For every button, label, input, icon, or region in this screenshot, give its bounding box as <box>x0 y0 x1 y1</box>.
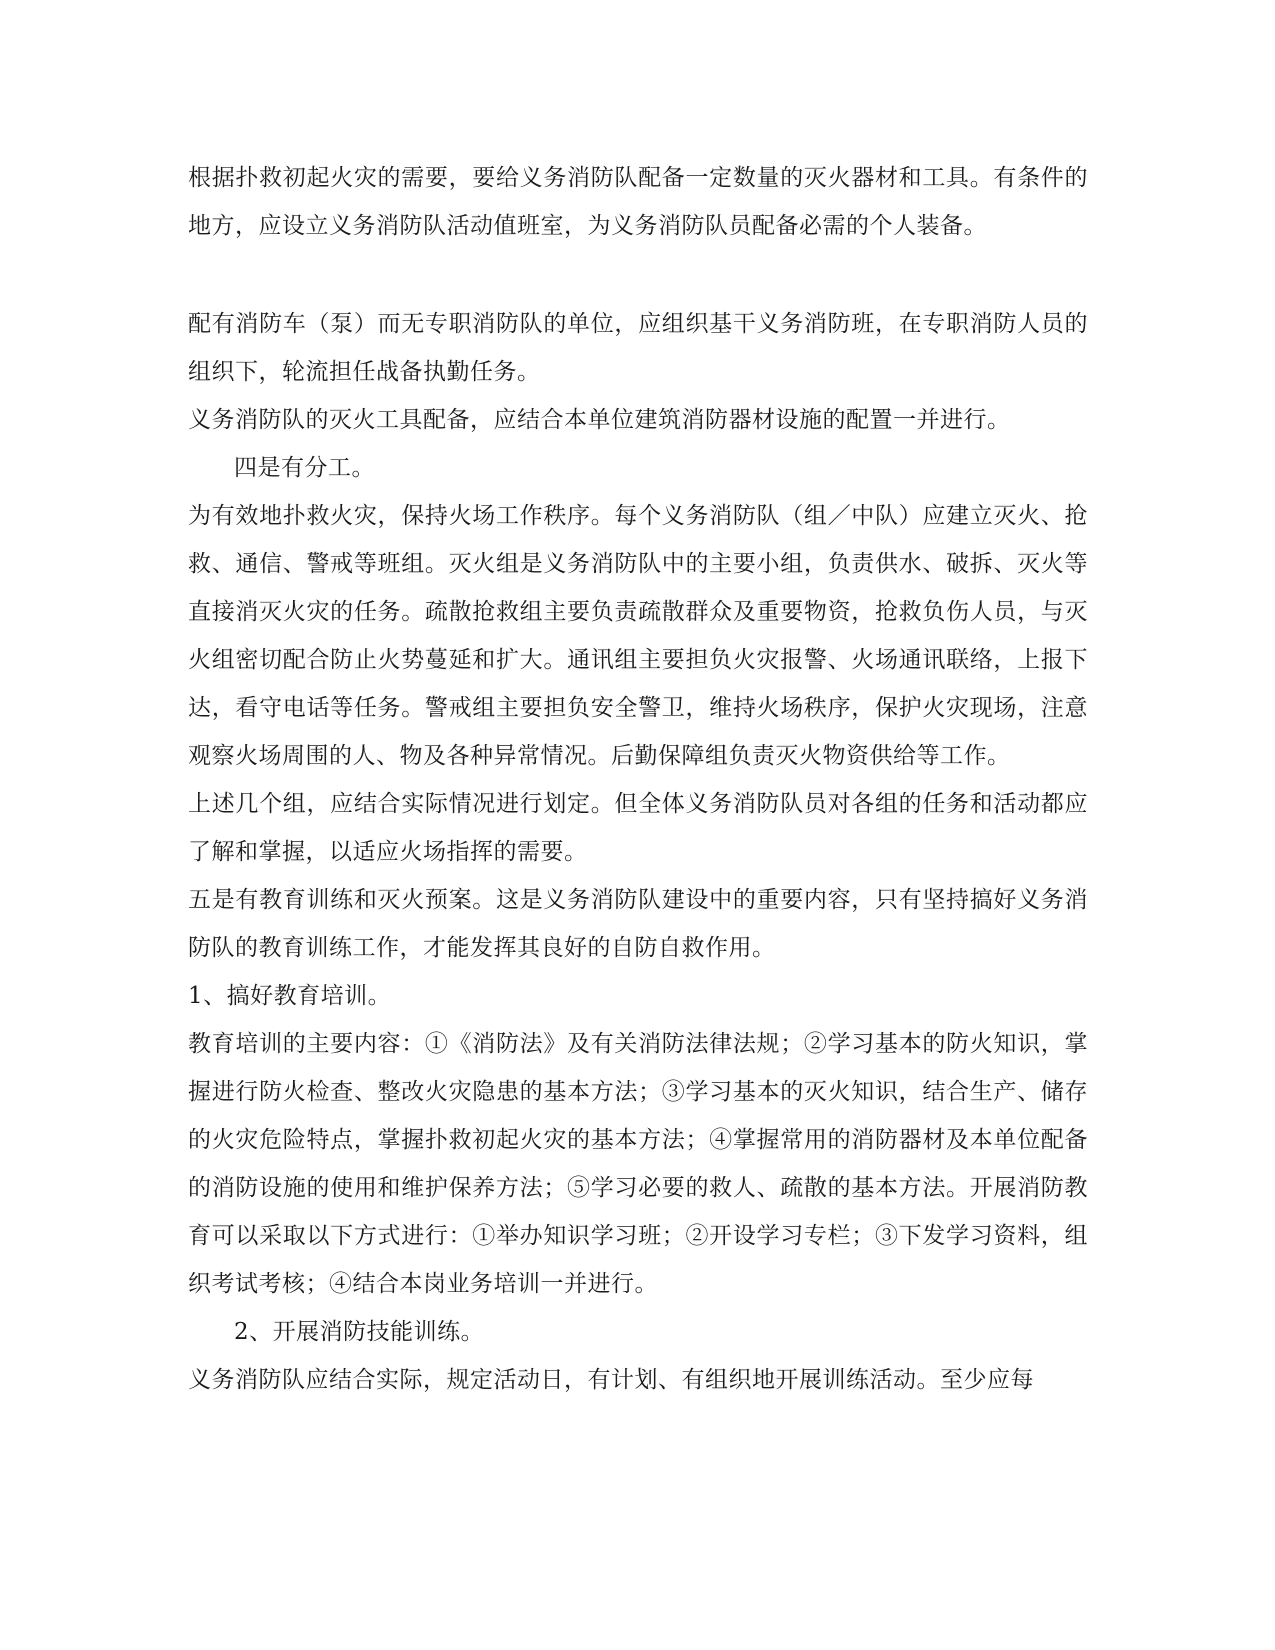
paragraph-training-and-plans: 五是有教育训练和灭火预案。这是义务消防队建设中的重要内容，只有坚持搞好义务消防队的教育训练工作，才能发挥其良好的自防自救作用。 <box>188 887 1088 961</box>
paragraph-tool-allocation: 义务消防队的灭火工具配备，应结合本单位建筑消防器材设施的配置一并进行。 <box>188 407 1011 433</box>
paragraph-training-schedule: 义务消防队应结合实际，规定活动日，有计划、有组织地开展训练活动。至少应每 <box>188 1367 1034 1393</box>
paragraph-group-assignment: 上述几个组，应结合实际情况进行划定。但全体义务消防队员对各组的任务和活动都应了解和掌握，以适应火场指挥的需要。 <box>188 791 1088 865</box>
paragraph-fire-truck-units: 配有消防车（泵）而无专职消防队的单位，应组织基干义务消防班，在专职消防人员的组织下，轮流担任战备执勤任务。 <box>188 311 1088 385</box>
paragraph-equipment: 根据扑救初起火灾的需要，要给义务消防队配备一定数量的灭火器材和工具。有条件的地方，应设立义务消防队活动值班室，为义务消防队员配备必需的个人装备。 <box>188 165 1088 239</box>
section-heading-division-of-labor: 四是有分工。 <box>234 455 375 481</box>
paragraph-training-content: 教育培训的主要内容：①《消防法》及有关消防法律法规；②学习基本的防火知识，掌握进行防火检查、整改火灾隐患的基本方法；③学习基本的灭火知识，结合生产、储存的火灾危险特点，掌握扑救初起火灾的基本方法；④掌握常用的消防器材及本单位配备的消防设施的使用和维护保养方法；⑤学习必要的救人、疏散的基本方法。开展消防教育可以采取以下方式进行：①举办知识学习班；②开设学习专栏；③下发学习资料，组织考试考核；④结合本岗业务培训一并进行。 <box>188 1031 1088 1297</box>
paragraph-team-groups: 为有效地扑救火灾，保持火场工作秩序。每个义务消防队（组／中队）应建立灭火、抢救、通信、警戒等班组。灭火组是义务消防队中的主要小组，负责供水、破拆、灭火等直接消灭火灾的任务。疏散抢救组主要负责疏散群众及重要物资，抢救负伤人员，与灭火组密切配合防止火势蔓延和扩大。通讯组主要担负火灾报警、火场通讯联络，上报下达，看守电话等任务。警戒组主要担负安全警卫，维持火场秩序，保护火灾现场，注意观察火场周围的人、物及各种异常情况。后勤保障组负责灭火物资供给等工作。 <box>188 503 1088 769</box>
document-body <box>188 154 1088 1404</box>
subheading-skills-training: 2、开展消防技能训练。 <box>234 1319 485 1345</box>
subheading-education-training: 1、搞好教育培训。 <box>188 983 392 1009</box>
